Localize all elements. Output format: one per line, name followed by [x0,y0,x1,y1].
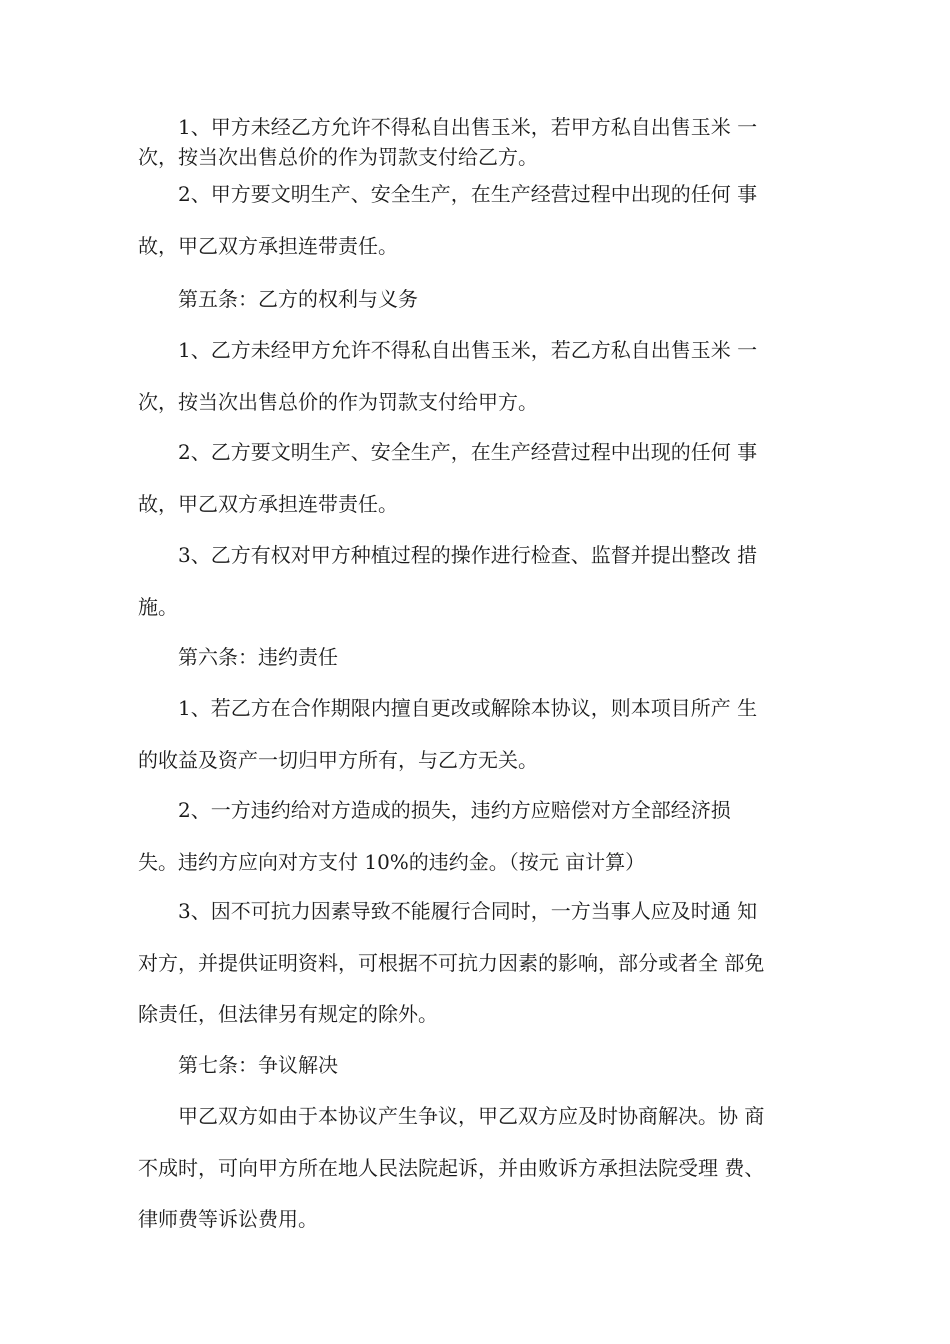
clause-yi-inspection-right [138,543,818,620]
text-line: 故，甲乙双方承担连带责任。 [138,491,398,516]
clause-yi-safe-production [138,440,818,517]
text-line: 1、甲方未经乙方允许不得私自出售玉米，若甲方私自出售玉米 一 [178,115,758,139]
heading-text: 第五条：乙方的权利与义务 [178,287,418,311]
clause-force-majeure [138,899,818,1028]
text-line: 除责任，但法律另有规定的除外。 [138,1002,438,1027]
text-line: 1、若乙方在合作期限内擅自更改或解除本协议，则本项目所产 生 [178,696,758,720]
text-line: 2、乙方要文明生产、安全生产，在生产经营过程中出现的任何 事 [178,440,758,464]
text-line: 甲乙双方如由于本协议产生争议，甲乙双方应及时协商解决。协 商 [178,1104,765,1128]
clause-breach-compensation [138,798,818,875]
text-line: 次，按当次出售总价的作为罚款支付给甲方。 [138,389,538,414]
text-line: 次，按当次出售总价的作为罚款支付给乙方。 [138,144,538,169]
clause-yi-no-private-sale [138,338,818,415]
clause-jia-no-private-sale [138,115,818,170]
text-line: 失。违约方应向对方支付 10%的违约金。（按元 亩计算） [138,849,646,874]
text-line: 2、一方违约给对方造成的损失，违约方应赔偿对方全部经济损 [178,798,731,822]
text-line: 不成时，可向甲方所在地人民法院起诉，并由败诉方承担法院受理 费、 [138,1155,765,1180]
text-line: 1、乙方未经甲方允许不得私自出售玉米，若乙方私自出售玉米 一 [178,338,758,362]
clause-jia-safe-production [138,182,818,259]
text-line: 2、甲方要文明生产、安全生产，在生产经营过程中出现的任何 事 [178,182,758,206]
text-line: 3、乙方有权对甲方种植过程的操作进行检查、监督并提出整改 措 [178,543,758,567]
text-line: 故，甲乙双方承担连带责任。 [138,233,398,258]
article-6-heading [138,645,818,671]
text-line: 施。 [138,594,178,619]
text-line: 的收益及资产一切归甲方所有，与乙方无关。 [138,747,538,772]
heading-text: 第七条：争议解决 [178,1053,338,1077]
article-7-heading [138,1053,818,1079]
clause-early-termination [138,696,818,773]
article-5-heading [138,287,818,313]
text-line: 对方，并提供证明资料，可根据不可抗力因素的影响，部分或者全 部免 [138,950,765,975]
clause-dispute-resolution [138,1104,818,1233]
heading-text: 第六条：违约责任 [178,645,338,669]
text-line: 3、因不可抗力因素导致不能履行合同时，一方当事人应及时通 知 [178,899,758,923]
text-line: 律师费等诉讼费用。 [138,1207,318,1232]
